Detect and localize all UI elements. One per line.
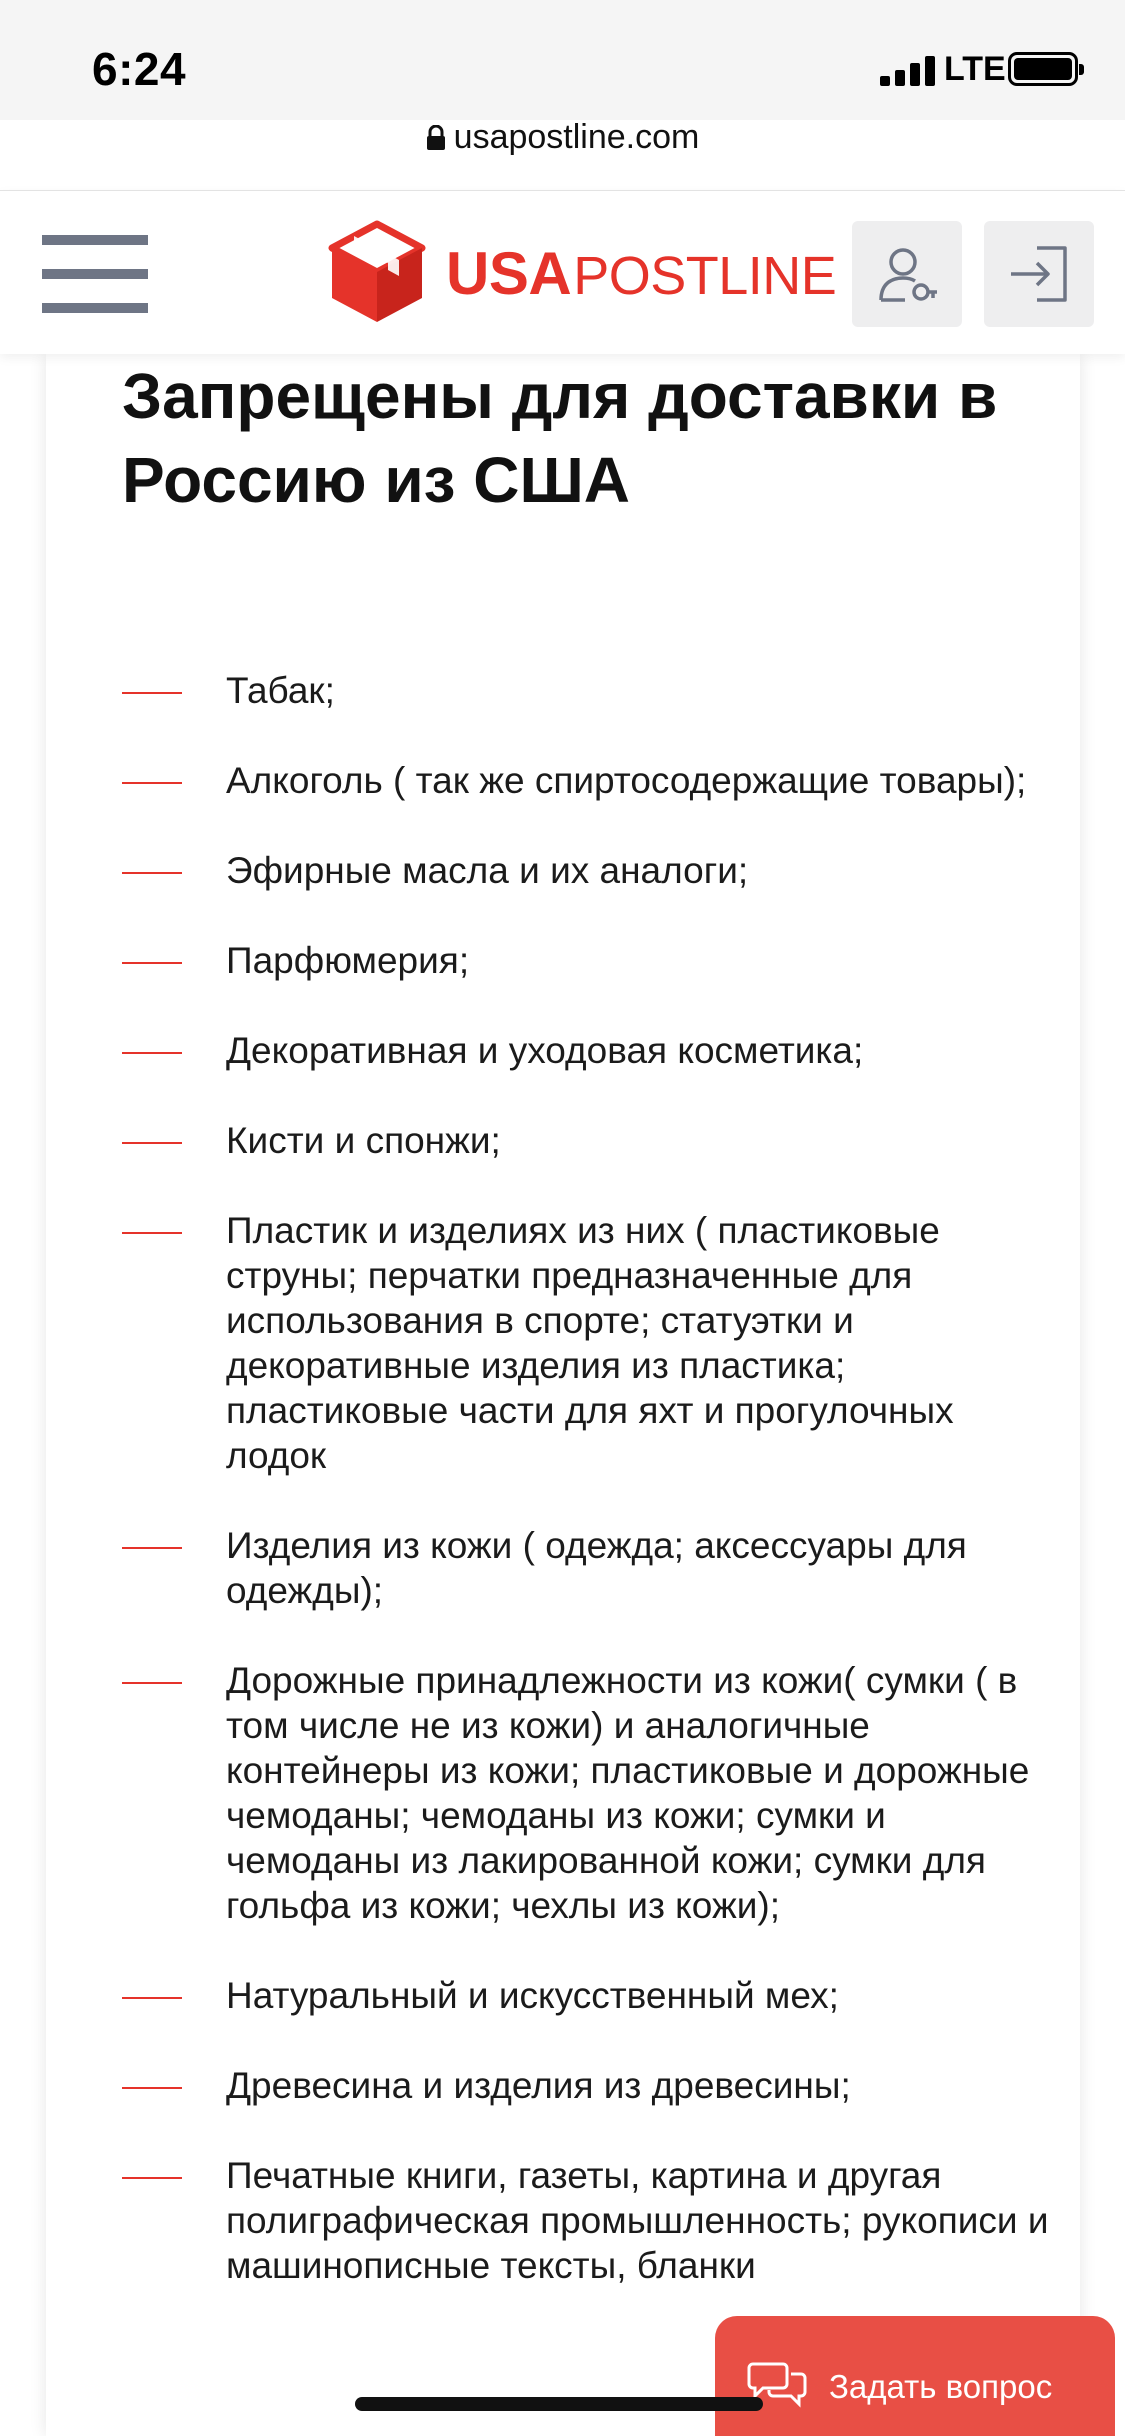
- sign-in-icon: [1007, 242, 1071, 306]
- logo-text-light: POSTLINE: [573, 245, 837, 306]
- list-item: Парфюмерия;: [122, 938, 1062, 983]
- list-item: Печатные книги, газеты, картина и другая полиграфическая промышленность; рукописи и машинописные тексты, бланки: [122, 2153, 1062, 2288]
- list-item: Алкоголь ( так же спиртосодержащие товары);: [122, 758, 1062, 803]
- list-item: Пластик и изделиях из них ( пластиковые струны; перчатки предназначенные для использования в спорте; статуэтки и декоративные изделия из пластика; пластиковые части для яхт и прогулочных лодок: [122, 1208, 1062, 1478]
- login-button[interactable]: [984, 221, 1094, 327]
- user-key-icon: [875, 242, 939, 306]
- dash-icon: [122, 872, 182, 874]
- menu-button[interactable]: [42, 235, 148, 313]
- signal-icon: [880, 56, 936, 86]
- box-logo-icon: [322, 218, 432, 328]
- list-item: Декоративная и уходовая косметика;: [122, 1028, 1062, 1073]
- url-text: usapostline.com: [453, 118, 700, 156]
- lock-icon: [426, 121, 446, 160]
- logo-text: [446, 239, 836, 308]
- dash-icon: [122, 1997, 182, 1999]
- site-header: [0, 190, 1125, 354]
- home-indicator: [355, 2397, 763, 2411]
- dash-icon: [122, 2087, 182, 2089]
- list-item: Изделия из кожи ( одежда; аксессуары для одежды);: [122, 1523, 1062, 1613]
- dash-icon: [122, 1142, 182, 1144]
- status-bar: [0, 0, 1125, 156]
- ask-question-label: Задать вопрос: [829, 2368, 1053, 2405]
- logo-text-bold: USA: [446, 239, 572, 307]
- dash-icon: [122, 692, 182, 694]
- prohibited-list: [122, 668, 1062, 2333]
- page-title: Запрещены для доставки в Россию из США: [122, 360, 998, 516]
- register-button[interactable]: [852, 221, 962, 327]
- battery-icon: [1008, 52, 1078, 86]
- list-item: Древесина и изделия из древесины;: [122, 2063, 1062, 2108]
- site-logo[interactable]: [322, 217, 836, 329]
- list-item: Табак;: [122, 668, 1062, 713]
- list-item: Натуральный и искусственный мех;: [122, 1973, 1062, 2018]
- ask-question-button[interactable]: [715, 2316, 1115, 2436]
- content-card: [46, 354, 1080, 2436]
- dash-icon: [122, 1547, 182, 1549]
- dash-icon: [122, 1052, 182, 1054]
- list-item: Эфирные масла и их аналоги;: [122, 848, 1062, 893]
- list-item: Дорожные принадлежности из кожи( сумки ( в том числе не из кожи) и аналогичные контейнеры из кожи; пластиковые и дорожные чемоданы; чемоданы из кожи; сумки и чемоданы из лакированной кожи; сумки для гольфа из кожи; чехлы из кожи);: [122, 1658, 1062, 1928]
- dash-icon: [122, 1682, 182, 1684]
- network-type: LTE: [944, 50, 1006, 88]
- dash-icon: [122, 1232, 182, 1234]
- dash-icon: [122, 782, 182, 784]
- address-bar[interactable]: [0, 118, 1125, 160]
- list-item: Кисти и спонжи;: [122, 1118, 1062, 1163]
- dash-icon: [122, 2177, 182, 2179]
- clock: 6:24: [92, 43, 187, 95]
- dash-icon: [122, 962, 182, 964]
